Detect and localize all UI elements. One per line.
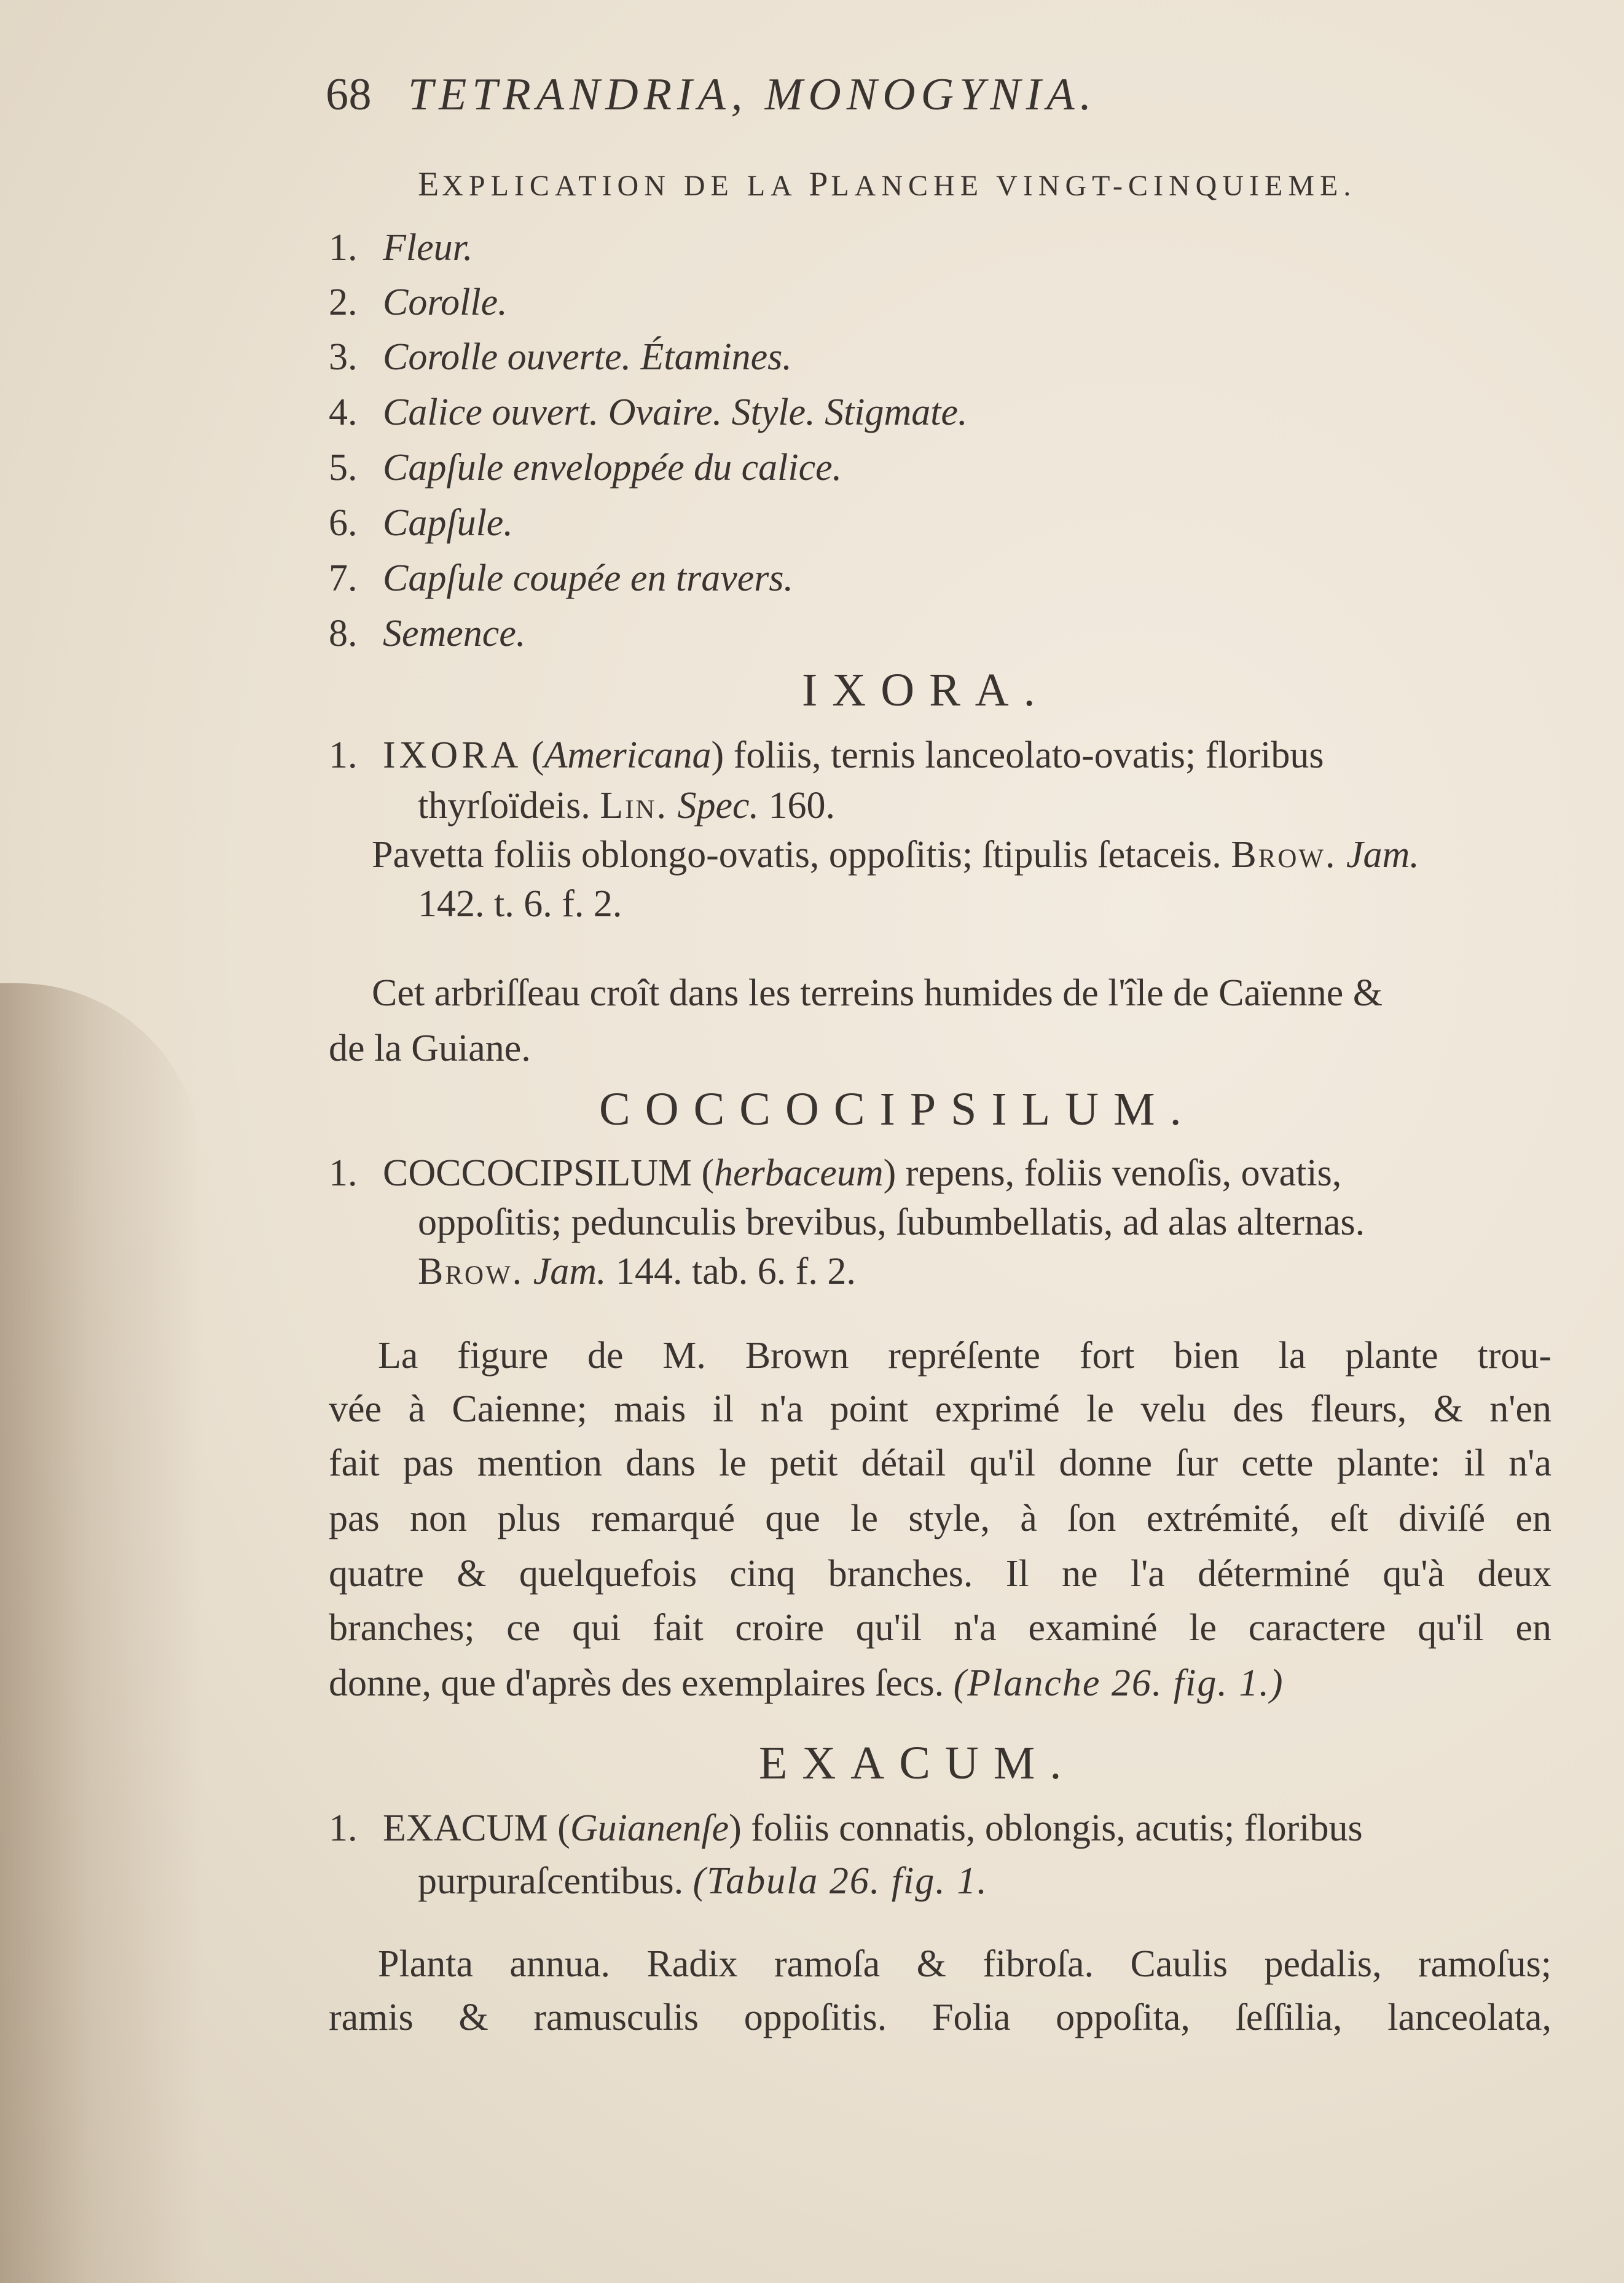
genus-heading-exacum: EXACUM. xyxy=(759,1737,1077,1789)
paragraph-line: La figure de M. Brown repréſente fort bien la plante trou- xyxy=(378,1335,1551,1377)
plate-title: EXPLICATION DE LA PLANCHE VINGT-CINQUIEME. xyxy=(418,165,1357,203)
list-item: 7. Capſule coupée en travers. xyxy=(329,557,794,599)
page-header xyxy=(326,69,1097,121)
exacum-entry-line-1: 1. EXACUM (Guianenſe) foliis connatis, oblongis, acutis; floribus xyxy=(329,1807,1363,1849)
genus-heading-ixora: IXORA. xyxy=(802,664,1050,716)
paragraph-line: vée à Caienne; mais il n'a point exprimé le velu des fleurs, & n'en xyxy=(329,1388,1551,1430)
list-item: 8. Semence. xyxy=(329,613,526,654)
book-spine-shadow xyxy=(0,983,203,2283)
list-item: 5. Capſule enveloppée du calice. xyxy=(329,447,842,489)
list-item: 3. Corolle ouverte. Étamines. xyxy=(329,336,792,378)
paragraph-line: fait pas mention dans le petit détail qu'il donne ſur cette plante: il n'a xyxy=(329,1442,1551,1484)
list-item: 1. Fleur. xyxy=(329,227,473,269)
genus-heading-coccocipsilum: COCCOCIPSILUM. xyxy=(599,1083,1196,1135)
exacum-entry-line-2: purpuraſcentibus. (Tabula 26. fig. 1. xyxy=(418,1860,988,1902)
coccocipsilum-entry-line-1: 1. COCCOCIPSILUM (herbaceum) repens, foliis venoſis, ovatis, xyxy=(329,1152,1342,1194)
coccocipsilum-entry-line-3: Brow. Jam. 144. tab. 6. f. 2. xyxy=(418,1251,856,1292)
ixora-entry-line-2: thyrſoïdeis. Lin. Spec. 160. xyxy=(418,785,835,827)
paragraph-line: quatre & quelquefois cinq branches. Il ne l'a déterminé qu'à deux xyxy=(329,1553,1551,1595)
running-title: TETRANDRIA, MONOGYNIA. xyxy=(408,69,1097,120)
list-item: 6. Capſule. xyxy=(329,502,513,544)
page-number: 68 xyxy=(326,69,372,120)
paragraph-line: pas non plus remarqué que le style, à ſon extrémité, eſt diviſé en xyxy=(329,1498,1551,1539)
ixora-synonym-line-1: Pavetta foliis oblongo-ovatis, oppoſitis; ſtipulis ſetaceis. Brow. Jam. xyxy=(372,834,1419,876)
paragraph-line: donne, que d'après des exemplaires ſecs. (Planche 26. fig. 1.) xyxy=(329,1662,1284,1704)
list-item: 4. Calice ouvert. Ovaire. Style. Stigmate. xyxy=(329,391,968,433)
ixora-entry-line-1: 1. IXORA (Americana) foliis, ternis lanceolato-ovatis; floribus xyxy=(329,734,1324,776)
ixora-paragraph-line-1: Cet arbriſſeau croît dans les terreins humides de l'île de Caïenne & xyxy=(372,972,1383,1014)
exacum-paragraph-line-1: Planta annua. Radix ramoſa & fibroſa. Caulis pedalis, ramoſus; xyxy=(378,1943,1551,1985)
ixora-paragraph-line-2: de la Guiane. xyxy=(329,1028,531,1069)
paragraph-line: branches; ce qui fait croire qu'il n'a examiné le caractere qu'il en xyxy=(329,1607,1551,1649)
ixora-synonym-line-2: 142. t. 6. f. 2. xyxy=(418,883,622,925)
exacum-paragraph-line-2: ramis & ramusculis oppoſitis. Folia oppoſita, ſeſſilia, lanceolata, xyxy=(329,1997,1551,2038)
list-item: 2. Corolle. xyxy=(329,281,508,323)
coccocipsilum-entry-line-2: oppoſitis; pedunculis brevibus, ſubumbellatis, ad alas alternas. xyxy=(418,1201,1365,1243)
